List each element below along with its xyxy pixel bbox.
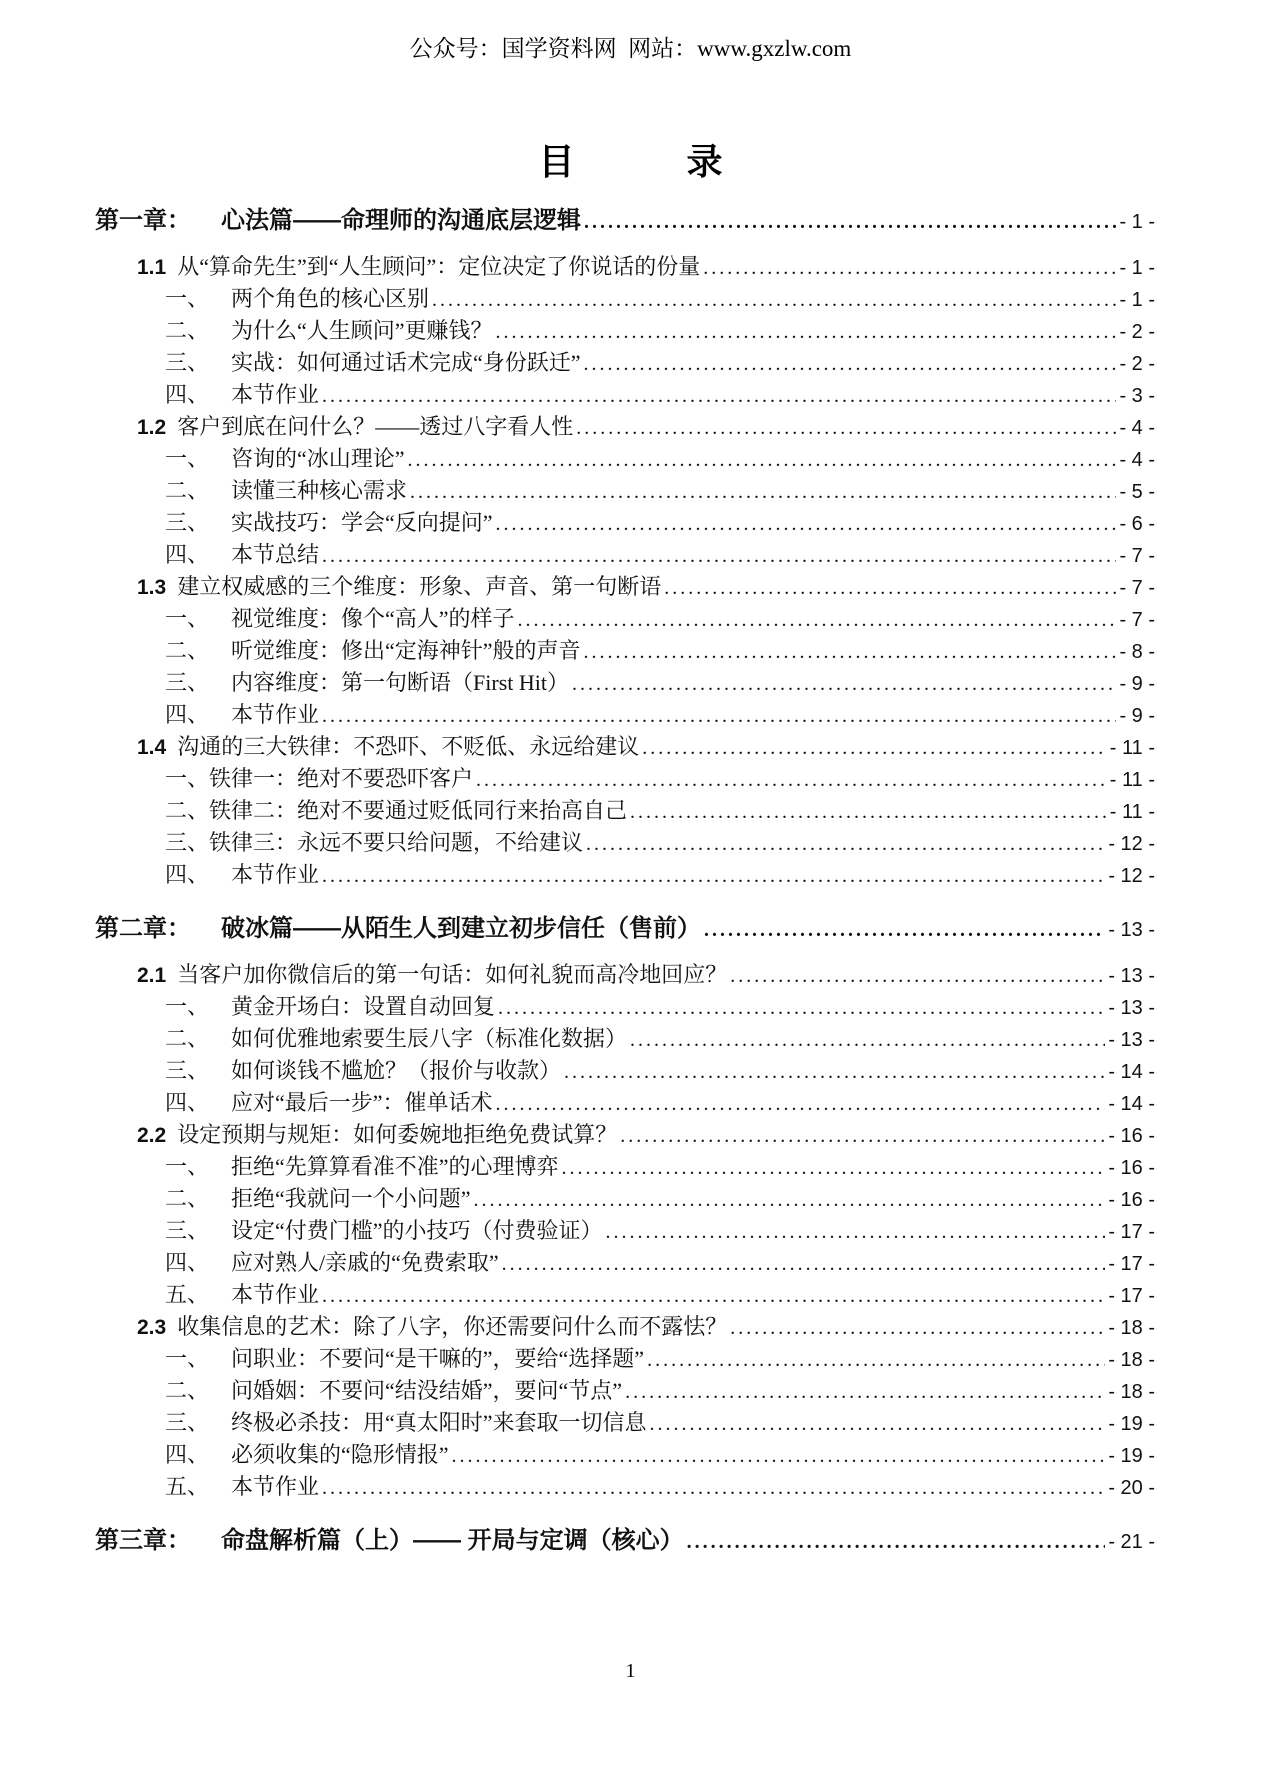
toc-entry-number: 一、 xyxy=(165,446,210,471)
toc-entry xyxy=(95,991,1155,1023)
toc-entry xyxy=(95,1183,1155,1215)
toc-entry xyxy=(95,699,1155,731)
toc-entry-number: 四、 xyxy=(165,862,210,887)
toc-entry xyxy=(95,667,1155,699)
dot-leader xyxy=(502,1248,1106,1280)
toc-entry-text: 拒绝“先算算看准不准”的心理博弈 xyxy=(231,1154,559,1179)
toc-entry xyxy=(95,539,1155,571)
toc-entry xyxy=(95,379,1155,411)
toc-entry-page: - 17 - xyxy=(1108,1285,1155,1307)
toc-entry-number: 一、 xyxy=(165,994,210,1019)
toc-entry-page: - 20 - xyxy=(1108,1477,1155,1499)
toc-entry-text: 如何谈钱不尴尬？（报价与收款） xyxy=(231,1058,562,1083)
toc-entry xyxy=(95,347,1155,379)
page-number-footer: 1 xyxy=(625,1660,636,1682)
toc-entry xyxy=(95,1279,1155,1311)
toc-entry xyxy=(95,443,1155,475)
toc-entry-page: - 18 - xyxy=(1108,1349,1155,1371)
toc-entry-number: 四、 xyxy=(165,1090,210,1115)
toc-entry-text: 黄金开场白：设置自动回复 xyxy=(231,994,496,1019)
toc-entry-number: 1.3 xyxy=(137,576,167,599)
toc-entry-number: 四、 xyxy=(165,702,210,727)
toc-entry-number: 五、 xyxy=(165,1474,210,1499)
toc-entry-page: - 13 - xyxy=(1108,965,1155,987)
dot-leader xyxy=(630,1024,1105,1056)
toc-entry-text: 本节作业 xyxy=(231,702,320,727)
toc-entry-number: 二、 xyxy=(165,478,210,503)
toc-entry-number: 四、 xyxy=(165,542,210,567)
toc-entry-number: 三、 xyxy=(165,1058,210,1083)
toc-entry xyxy=(95,1215,1155,1247)
toc-entry xyxy=(95,603,1155,635)
dot-leader xyxy=(642,732,1107,764)
title-char-left: 目 xyxy=(538,141,575,182)
toc-entry-text: 终极必杀技：用“真太阳时”来套取一切信息 xyxy=(231,1410,647,1435)
toc-entry-page: - 19 - xyxy=(1108,1413,1155,1435)
toc-entry-number: 二、 xyxy=(165,798,210,823)
dot-leader xyxy=(410,476,1116,508)
toc-entry-number: 三、 xyxy=(165,1410,210,1435)
dot-leader xyxy=(703,252,1116,284)
dot-leader xyxy=(322,700,1116,732)
toc-entry xyxy=(95,795,1155,827)
toc-entry-page: - 18 - xyxy=(1108,1317,1155,1339)
toc-entry xyxy=(95,411,1155,443)
dot-leader xyxy=(576,412,1116,444)
toc-entry-text: 客户到底在问什么？——透过八字看人性 xyxy=(177,414,574,439)
toc-entry-page: - 12 - xyxy=(1108,833,1155,855)
toc-entry xyxy=(95,205,1155,237)
dot-leader xyxy=(584,206,1116,238)
toc-entry-number: 三、 xyxy=(165,830,210,855)
toc-entry-page: - 6 - xyxy=(1119,513,1155,535)
toc-entry-text: 设定预期与规矩：如何委婉地拒绝免费试算？ xyxy=(177,1122,618,1147)
toc-entry-number: 2.1 xyxy=(137,964,167,987)
toc-entry-number: 二、 xyxy=(165,1186,210,1211)
toc-entry-number: 三、 xyxy=(165,1218,210,1243)
toc-entry-text: 设定“付费门槛”的小技巧（付费验证） xyxy=(231,1218,603,1243)
toc-entry-page: - 2 - xyxy=(1119,353,1155,375)
toc-entry-text: 咨询的“冰山理论” xyxy=(231,446,405,471)
toc-entry-page: - 14 - xyxy=(1108,1061,1155,1083)
toc-entry-number: 第二章： xyxy=(95,915,191,942)
dot-leader xyxy=(730,1312,1105,1344)
toc-entry-page: - 13 - xyxy=(1108,1029,1155,1051)
toc-entry-page: - 8 - xyxy=(1119,641,1155,663)
toc-entry-number: 二、 xyxy=(165,1378,210,1403)
toc-entry-page: - 11 - xyxy=(1109,737,1155,759)
toc-entry xyxy=(95,1375,1155,1407)
toc-entry-page: - 7 - xyxy=(1119,609,1155,631)
toc-entry-text: 本节作业 xyxy=(231,862,320,887)
dot-leader xyxy=(730,960,1105,992)
toc-entry-number: 2.2 xyxy=(137,1124,167,1147)
toc-entry-number: 五、 xyxy=(165,1282,210,1307)
dot-leader xyxy=(476,764,1107,796)
toc-entry-text: 问职业：不要问“是干嘛的”，要给“选择题” xyxy=(231,1346,645,1371)
toc-entry-text: 如何优雅地索要生辰八字（标准化数据） xyxy=(231,1026,628,1051)
toc-entry-page: - 16 - xyxy=(1108,1125,1155,1147)
toc-entry-text: 必须收集的“隐形情报” xyxy=(231,1442,449,1467)
dot-leader xyxy=(625,1376,1105,1408)
toc-entry xyxy=(95,1151,1155,1183)
toc-entry-number: 二、 xyxy=(165,638,210,663)
toc-entry xyxy=(95,1055,1155,1087)
toc-entry xyxy=(95,315,1155,347)
toc-entry-text: 应对“最后一步”：催单话术 xyxy=(231,1090,493,1115)
toc-entry-text: 收集信息的艺术：除了八字，你还需要问什么而不露怯？ xyxy=(177,1314,728,1339)
dot-leader xyxy=(518,604,1117,636)
dot-leader xyxy=(572,668,1116,700)
toc-entry-number: 四、 xyxy=(165,1442,210,1467)
toc-entry xyxy=(95,913,1155,945)
dot-leader xyxy=(704,914,1105,946)
toc-entry xyxy=(95,1087,1155,1119)
toc-entry-page: - 7 - xyxy=(1119,577,1155,599)
toc-entry-number: 一、 xyxy=(165,606,210,631)
toc-entry xyxy=(95,1119,1155,1151)
dot-leader xyxy=(586,828,1105,860)
toc-entry-text: 实战：如何通过话术完成“身份跃迁” xyxy=(231,350,581,375)
dot-leader xyxy=(322,1280,1105,1312)
toc-entry-text: 读懂三种核心需求 xyxy=(231,478,408,503)
dot-leader xyxy=(606,1216,1106,1248)
toc-entry-page: - 4 - xyxy=(1119,449,1155,471)
toc-entry-page: - 17 - xyxy=(1108,1253,1155,1275)
toc-entry-text: 铁律二：绝对不要通过贬低同行来抬高自己 xyxy=(209,798,628,823)
toc-entry-text: 本节作业 xyxy=(231,1474,320,1499)
toc-entry xyxy=(95,1311,1155,1343)
toc-entry-number: 2.3 xyxy=(137,1316,167,1339)
dot-leader xyxy=(432,284,1116,316)
dot-leader xyxy=(474,1184,1106,1216)
dot-leader xyxy=(322,1472,1105,1504)
dot-leader xyxy=(647,1344,1105,1376)
toc-entry-number: 一、 xyxy=(165,286,210,311)
toc-entry xyxy=(95,859,1155,891)
toc-entry-text: 命盘解析篇（上）—— 开局与定调（核心） xyxy=(221,1527,684,1554)
dot-leader xyxy=(584,348,1117,380)
toc-entry-text: 应对熟人/亲戚的“免费索取” xyxy=(231,1250,499,1275)
dot-leader xyxy=(630,796,1107,828)
toc-entry-text: 从“算命先生”到“人生顾问”：定位决定了你说话的份量 xyxy=(177,254,701,279)
toc-entry-text: 拒绝“我就问一个小问题” xyxy=(231,1186,471,1211)
toc-entry xyxy=(95,507,1155,539)
toc-entry xyxy=(95,251,1155,283)
toc-entry xyxy=(95,763,1155,795)
toc-entry-page: - 9 - xyxy=(1119,673,1155,695)
toc-entry-text: 本节作业 xyxy=(231,1282,320,1307)
toc-entry-number: 第三章： xyxy=(95,1527,191,1554)
dot-leader xyxy=(408,444,1117,476)
toc-entry-text: 为什么“人生顾问”更赚钱？ xyxy=(231,318,493,343)
toc-entry-page: - 16 - xyxy=(1108,1157,1155,1179)
toc-entry-text: 当客户加你微信后的第一句话：如何礼貌而高冷地回应？ xyxy=(177,962,728,987)
toc-entry-text: 建立权威感的三个维度：形象、声音、第一句断语 xyxy=(177,574,662,599)
toc-entry-page: - 13 - xyxy=(1108,997,1155,1019)
toc-entry-number: 1.2 xyxy=(137,416,167,439)
toc-entry-text: 问婚姻：不要问“结没结婚”，要问“节点” xyxy=(231,1378,623,1403)
toc-entry-page: - 1 - xyxy=(1119,289,1155,311)
toc-entry-text: 沟通的三大铁律：不恐吓、不贬低、永远给建议 xyxy=(177,734,640,759)
dot-leader xyxy=(496,316,1117,348)
toc-entry-text: 听觉维度：修出“定海神针”般的声音 xyxy=(231,638,581,663)
toc-entry-text: 视觉维度：像个“高人”的样子 xyxy=(231,606,515,631)
dot-leader xyxy=(452,1440,1106,1472)
toc-entry-page: - 11 - xyxy=(1109,801,1155,823)
toc-entry-page: - 1 - xyxy=(1119,257,1155,279)
toc-entry xyxy=(95,1247,1155,1279)
toc-entry-page: - 5 - xyxy=(1119,481,1155,503)
toc-entry-number: 第一章： xyxy=(95,207,191,234)
toc-entry xyxy=(95,1525,1155,1557)
toc-entry-number: 1.1 xyxy=(137,256,167,279)
dot-leader xyxy=(322,860,1105,892)
toc-entry-number: 四、 xyxy=(165,1250,210,1275)
toc-entry-number: 一、 xyxy=(165,1154,210,1179)
toc-entry-page: - 21 - xyxy=(1108,1531,1155,1553)
dot-leader xyxy=(650,1408,1106,1440)
toc-list xyxy=(95,205,1155,1571)
dot-leader xyxy=(584,636,1117,668)
toc-entry-number: 二、 xyxy=(165,1026,210,1051)
toc-entry-page: - 12 - xyxy=(1108,865,1155,887)
toc-entry-text: 心法篇——命理师的沟通底层逻辑 xyxy=(221,207,581,234)
toc-entry xyxy=(95,1407,1155,1439)
toc-entry xyxy=(95,635,1155,667)
page-title xyxy=(0,134,1261,185)
title-char-right: 录 xyxy=(686,141,723,182)
dot-leader xyxy=(498,992,1105,1024)
dot-leader xyxy=(564,1056,1105,1088)
toc-entry-text: 铁律一：绝对不要恐吓客户 xyxy=(209,766,474,791)
toc-entry-text: 铁律三：永远不要只给问题，不给建议 xyxy=(209,830,584,855)
toc-entry xyxy=(95,827,1155,859)
toc-entry-page: - 3 - xyxy=(1119,385,1155,407)
toc-entry-number: 一、 xyxy=(165,1346,210,1371)
toc-entry-page: - 19 - xyxy=(1108,1445,1155,1467)
toc-entry-text: 两个角色的核心区别 xyxy=(231,286,430,311)
dot-leader xyxy=(664,572,1116,604)
toc-entry-text: 破冰篇——从陌生人到建立初步信任（售前） xyxy=(221,915,701,942)
toc-entry-page: - 18 - xyxy=(1108,1381,1155,1403)
toc-entry xyxy=(95,731,1155,763)
toc-entry-page: - 14 - xyxy=(1108,1093,1155,1115)
toc-entry-text: 本节总结 xyxy=(231,542,320,567)
toc-entry-number: 三、 xyxy=(165,670,210,695)
toc-entry-number: 1.4 xyxy=(137,736,167,759)
toc-entry-number: 三、 xyxy=(165,510,210,535)
toc-entry-text: 实战技巧：学会“反向提问” xyxy=(231,510,493,535)
toc-entry-page: - 7 - xyxy=(1119,545,1155,567)
toc-entry-page: - 17 - xyxy=(1108,1221,1155,1243)
toc-entry-page: - 16 - xyxy=(1108,1189,1155,1211)
dot-leader xyxy=(496,1088,1106,1120)
dot-leader xyxy=(322,380,1116,412)
dot-leader xyxy=(562,1152,1106,1184)
dot-leader xyxy=(620,1120,1105,1152)
toc-entry xyxy=(95,1471,1155,1503)
toc-entry-page: - 13 - xyxy=(1108,919,1155,941)
toc-entry-text: 本节作业 xyxy=(231,382,320,407)
toc-entry xyxy=(95,1343,1155,1375)
toc-entry-number: 一、 xyxy=(165,766,210,791)
toc-entry-page: - 4 - xyxy=(1119,417,1155,439)
dot-leader xyxy=(322,540,1116,572)
toc-entry-page: - 2 - xyxy=(1119,321,1155,343)
toc-entry xyxy=(95,1439,1155,1471)
page-header-text: 公众号：国学资料网 网站：www.gxzlw.com xyxy=(409,36,852,61)
dot-leader xyxy=(687,1526,1106,1558)
toc-entry-number: 三、 xyxy=(165,350,210,375)
toc-entry-number: 二、 xyxy=(165,318,210,343)
toc-entry xyxy=(95,959,1155,991)
toc-entry xyxy=(95,1023,1155,1055)
toc-entry-page: - 9 - xyxy=(1119,705,1155,727)
toc-entry-page: - 11 - xyxy=(1109,769,1155,791)
dot-leader xyxy=(496,508,1117,540)
toc-entry-number: 四、 xyxy=(165,382,210,407)
toc-entry-text: 内容维度：第一句断语（First Hit） xyxy=(231,670,569,695)
toc-entry xyxy=(95,283,1155,315)
toc-entry-page: - 1 - xyxy=(1119,211,1155,233)
toc-entry xyxy=(95,475,1155,507)
toc-entry xyxy=(95,571,1155,603)
